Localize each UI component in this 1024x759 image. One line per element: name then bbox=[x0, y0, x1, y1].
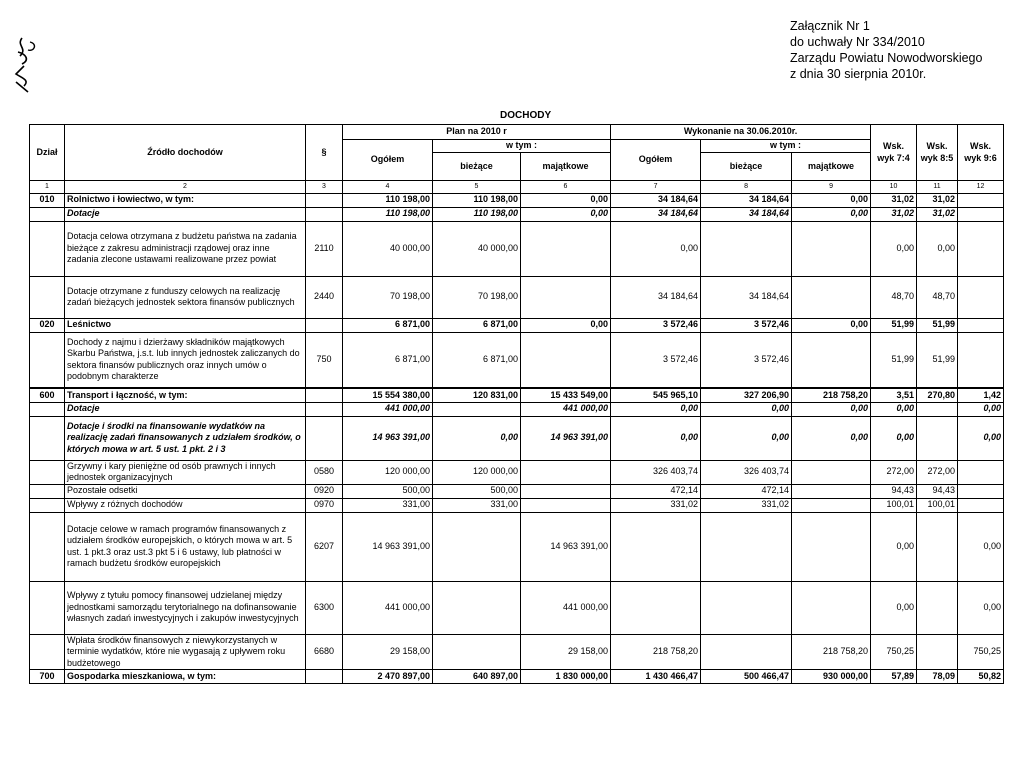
cell-dzial bbox=[30, 498, 65, 512]
cell-dzial bbox=[30, 416, 65, 460]
handwritten-signature bbox=[10, 34, 50, 94]
cell-ratio-7-4: 750,25 bbox=[871, 634, 917, 670]
cell-paragraph bbox=[306, 416, 343, 460]
cell-exec-capital bbox=[792, 460, 871, 484]
table-row bbox=[30, 512, 1004, 581]
table-row bbox=[30, 634, 1004, 670]
cell-exec-current: 327 206,90 bbox=[701, 388, 792, 402]
cell-dzial bbox=[30, 221, 65, 276]
cell-paragraph: 2110 bbox=[306, 221, 343, 276]
header-zrodlo: Źródło dochodów bbox=[65, 125, 306, 181]
cell-paragraph: 6300 bbox=[306, 581, 343, 634]
column-number: 11 bbox=[917, 181, 958, 194]
cell-plan-current bbox=[433, 634, 521, 670]
column-number: 4 bbox=[343, 181, 433, 194]
cell-paragraph bbox=[306, 388, 343, 402]
cell-ratio-9-6 bbox=[958, 318, 1004, 332]
cell-plan-capital: 441 000,00 bbox=[521, 581, 611, 634]
cell-ratio-7-4: 272,00 bbox=[871, 460, 917, 484]
cell-plan-total: 331,00 bbox=[343, 498, 433, 512]
header-wyk-biezace: bieżące bbox=[701, 153, 792, 181]
cell-exec-capital bbox=[792, 221, 871, 276]
table-row bbox=[30, 221, 1004, 276]
cell-exec-capital: 218 758,20 bbox=[792, 634, 871, 670]
cell-plan-current: 120 831,00 bbox=[433, 388, 521, 402]
cell-exec-total: 34 184,64 bbox=[611, 193, 701, 207]
cell-exec-total bbox=[611, 581, 701, 634]
cell-exec-capital: 0,00 bbox=[792, 207, 871, 221]
cell-plan-capital bbox=[521, 498, 611, 512]
cell-exec-capital bbox=[792, 484, 871, 498]
cell-exec-total: 472,14 bbox=[611, 484, 701, 498]
column-number: 3 bbox=[306, 181, 343, 194]
cell-plan-total: 29 158,00 bbox=[343, 634, 433, 670]
cell-plan-total: 14 963 391,00 bbox=[343, 512, 433, 581]
cell-plan-current: 120 000,00 bbox=[433, 460, 521, 484]
header-plan-majatkowe: majątkowe bbox=[521, 153, 611, 181]
cell-exec-current bbox=[701, 634, 792, 670]
cell-plan-capital: 29 158,00 bbox=[521, 634, 611, 670]
cell-ratio-7-4: 0,00 bbox=[871, 581, 917, 634]
cell-ratio-9-6: 1,42 bbox=[958, 388, 1004, 402]
header-wsk-3: Wsk. wyk 9:6 bbox=[958, 125, 1004, 181]
cell-source: Dotacje celowe w ramach programów finansowanych z udziałem środków europejskich, o których mowa w art. 5 ust. 1 pkt.3 oraz ust.3 pkt 5 i 6 ustawy, lub płatności w ramach budżetu środków europejskich bbox=[65, 512, 306, 581]
header-wykonanie: Wykonanie na 30.06.2010r. bbox=[611, 125, 871, 140]
cell-source: Gospodarka mieszkaniowa, w tym: bbox=[65, 670, 306, 684]
header-line-4: z dnia 30 sierpnia 2010r. bbox=[790, 67, 927, 81]
cell-exec-total: 3 572,46 bbox=[611, 332, 701, 388]
column-number: 10 bbox=[871, 181, 917, 194]
cell-ratio-9-6 bbox=[958, 276, 1004, 318]
header-wyk-majatkowe: majątkowe bbox=[792, 153, 871, 181]
cell-exec-current: 331,02 bbox=[701, 498, 792, 512]
cell-exec-total bbox=[611, 512, 701, 581]
cell-ratio-9-6 bbox=[958, 207, 1004, 221]
cell-dzial bbox=[30, 276, 65, 318]
cell-exec-capital bbox=[792, 498, 871, 512]
cell-ratio-8-5: 51,99 bbox=[917, 332, 958, 388]
cell-exec-total: 218 758,20 bbox=[611, 634, 701, 670]
cell-exec-current: 0,00 bbox=[701, 416, 792, 460]
cell-paragraph: 0580 bbox=[306, 460, 343, 484]
header-plan-biezace: bieżące bbox=[433, 153, 521, 181]
cell-paragraph: 2440 bbox=[306, 276, 343, 318]
cell-exec-current: 3 572,46 bbox=[701, 318, 792, 332]
cell-exec-current: 0,00 bbox=[701, 402, 792, 416]
cell-ratio-8-5 bbox=[917, 634, 958, 670]
cell-ratio-7-4: 48,70 bbox=[871, 276, 917, 318]
header-plan-w-tym: w tym : bbox=[433, 140, 611, 153]
cell-ratio-9-6: 0,00 bbox=[958, 402, 1004, 416]
cell-exec-total: 3 572,46 bbox=[611, 318, 701, 332]
column-number: 9 bbox=[792, 181, 871, 194]
cell-ratio-9-6 bbox=[958, 498, 1004, 512]
table-row bbox=[30, 498, 1004, 512]
cell-plan-capital: 15 433 549,00 bbox=[521, 388, 611, 402]
table-row bbox=[30, 581, 1004, 634]
cell-exec-capital: 0,00 bbox=[792, 193, 871, 207]
column-number: 5 bbox=[433, 181, 521, 194]
cell-plan-capital: 1 830 000,00 bbox=[521, 670, 611, 684]
cell-exec-capital bbox=[792, 512, 871, 581]
cell-exec-total: 0,00 bbox=[611, 402, 701, 416]
cell-plan-capital: 0,00 bbox=[521, 193, 611, 207]
cell-ratio-8-5: 100,01 bbox=[917, 498, 958, 512]
cell-source: Dotacje i środki na finansowanie wydatków na realizację zadań finansowanych z udziałem środków, o których mowa w art. 5 ust. 1 pkt. 2 i 3 bbox=[65, 416, 306, 460]
cell-ratio-9-6 bbox=[958, 193, 1004, 207]
cell-ratio-7-4: 51,99 bbox=[871, 318, 917, 332]
cell-paragraph bbox=[306, 193, 343, 207]
cell-dzial bbox=[30, 207, 65, 221]
table-row bbox=[30, 193, 1004, 207]
cell-dzial bbox=[30, 581, 65, 634]
cell-plan-total: 441 000,00 bbox=[343, 581, 433, 634]
cell-plan-total: 110 198,00 bbox=[343, 207, 433, 221]
cell-plan-current: 110 198,00 bbox=[433, 207, 521, 221]
column-number: 1 bbox=[30, 181, 65, 194]
cell-plan-total: 110 198,00 bbox=[343, 193, 433, 207]
cell-exec-capital: 930 000,00 bbox=[792, 670, 871, 684]
cell-ratio-8-5 bbox=[917, 402, 958, 416]
cell-exec-total: 545 965,10 bbox=[611, 388, 701, 402]
cell-source: Dotacje otrzymane z funduszy celowych na realizację zadań bieżących jednostek sektora finansów publicznych bbox=[65, 276, 306, 318]
table-row bbox=[30, 484, 1004, 498]
cell-ratio-7-4: 31,02 bbox=[871, 207, 917, 221]
cell-ratio-8-5: 31,02 bbox=[917, 193, 958, 207]
cell-plan-total: 6 871,00 bbox=[343, 332, 433, 388]
cell-dzial bbox=[30, 512, 65, 581]
header-dzial: Dział bbox=[30, 125, 65, 181]
cell-plan-capital bbox=[521, 276, 611, 318]
cell-plan-current: 70 198,00 bbox=[433, 276, 521, 318]
attachment-header bbox=[790, 18, 982, 82]
cell-plan-current: 331,00 bbox=[433, 498, 521, 512]
cell-plan-current: 6 871,00 bbox=[433, 318, 521, 332]
cell-source: Wpłata środków finansowych z niewykorzystanych w terminie wydatków, które nie wygasają z upływem roku budżetowego bbox=[65, 634, 306, 670]
cell-plan-capital: 441 000,00 bbox=[521, 402, 611, 416]
cell-ratio-9-6: 750,25 bbox=[958, 634, 1004, 670]
cell-paragraph: 6207 bbox=[306, 512, 343, 581]
cell-exec-current: 34 184,64 bbox=[701, 207, 792, 221]
column-number: 6 bbox=[521, 181, 611, 194]
cell-plan-total: 441 000,00 bbox=[343, 402, 433, 416]
table-row bbox=[30, 402, 1004, 416]
cell-plan-capital: 0,00 bbox=[521, 207, 611, 221]
cell-paragraph bbox=[306, 402, 343, 416]
table-row bbox=[30, 318, 1004, 332]
cell-ratio-8-5: 270,80 bbox=[917, 388, 958, 402]
cell-exec-current: 500 466,47 bbox=[701, 670, 792, 684]
cell-source: Pozostałe odsetki bbox=[65, 484, 306, 498]
cell-source: Dochody z najmu i dzierżawy składników majątkowych Skarbu Państwa, j.s.t. lub innych jednostek zaliczanych do sektora finansów publicznych oraz innych umów o podobnym charakterze bbox=[65, 332, 306, 388]
cell-ratio-9-6 bbox=[958, 221, 1004, 276]
header-plan-ogolem: Ogółem bbox=[343, 140, 433, 181]
header-plan: Plan na 2010 r bbox=[343, 125, 611, 140]
cell-exec-total: 0,00 bbox=[611, 416, 701, 460]
cell-plan-capital: 14 963 391,00 bbox=[521, 512, 611, 581]
cell-plan-capital bbox=[521, 332, 611, 388]
cell-dzial bbox=[30, 460, 65, 484]
cell-plan-current: 6 871,00 bbox=[433, 332, 521, 388]
cell-exec-capital: 0,00 bbox=[792, 402, 871, 416]
cell-ratio-9-6: 0,00 bbox=[958, 512, 1004, 581]
header-line-3: Zarządu Powiatu Nowodworskiego bbox=[790, 51, 983, 65]
header-paragraf: § bbox=[306, 125, 343, 181]
column-number: 8 bbox=[701, 181, 792, 194]
table-row bbox=[30, 332, 1004, 388]
cell-ratio-8-5: 0,00 bbox=[917, 221, 958, 276]
cell-plan-current bbox=[433, 402, 521, 416]
cell-exec-total: 34 184,64 bbox=[611, 207, 701, 221]
cell-exec-capital: 218 758,20 bbox=[792, 388, 871, 402]
cell-ratio-7-4: 57,89 bbox=[871, 670, 917, 684]
cell-ratio-9-6 bbox=[958, 332, 1004, 388]
cell-ratio-8-5 bbox=[917, 581, 958, 634]
cell-ratio-8-5: 51,99 bbox=[917, 318, 958, 332]
cell-ratio-8-5: 78,09 bbox=[917, 670, 958, 684]
cell-paragraph: 6680 bbox=[306, 634, 343, 670]
cell-plan-capital: 14 963 391,00 bbox=[521, 416, 611, 460]
cell-dzial bbox=[30, 332, 65, 388]
cell-exec-current bbox=[701, 512, 792, 581]
cell-ratio-8-5 bbox=[917, 416, 958, 460]
cell-ratio-7-4: 51,99 bbox=[871, 332, 917, 388]
cell-ratio-9-6: 50,82 bbox=[958, 670, 1004, 684]
cell-exec-capital: 0,00 bbox=[792, 318, 871, 332]
cell-paragraph bbox=[306, 207, 343, 221]
cell-ratio-9-6: 0,00 bbox=[958, 581, 1004, 634]
cell-source: Transport i łączność, w tym: bbox=[65, 388, 306, 402]
cell-source: Wpływy z tytułu pomocy finansowej udzielanej między jednostkami samorządu terytorialnego na dofinansowanie własnych zadań inwestycyjnych i zakupów inwestycyjnych bbox=[65, 581, 306, 634]
table-title: DOCHODY bbox=[500, 110, 552, 121]
cell-ratio-7-4: 31,02 bbox=[871, 193, 917, 207]
cell-plan-capital bbox=[521, 460, 611, 484]
cell-ratio-7-4: 3,51 bbox=[871, 388, 917, 402]
table-row bbox=[30, 460, 1004, 484]
cell-plan-total: 40 000,00 bbox=[343, 221, 433, 276]
cell-ratio-9-6: 0,00 bbox=[958, 416, 1004, 460]
cell-source: Leśnictwo bbox=[65, 318, 306, 332]
cell-exec-current: 3 572,46 bbox=[701, 332, 792, 388]
cell-exec-capital: 0,00 bbox=[792, 416, 871, 460]
header-wyk-ogolem: Ogółem bbox=[611, 140, 701, 181]
cell-plan-current: 640 897,00 bbox=[433, 670, 521, 684]
cell-exec-total: 34 184,64 bbox=[611, 276, 701, 318]
table-row bbox=[30, 388, 1004, 402]
cell-source: Dotacja celowa otrzymana z budżetu państwa na zadania bieżące z zakresu administracji rządowej oraz inne zadania zlecone ustawami realizowane przez powiat bbox=[65, 221, 306, 276]
cell-plan-current: 40 000,00 bbox=[433, 221, 521, 276]
cell-plan-current bbox=[433, 512, 521, 581]
table-row bbox=[30, 416, 1004, 460]
cell-ratio-8-5: 94,43 bbox=[917, 484, 958, 498]
header-wsk-1: Wsk. wyk 7:4 bbox=[871, 125, 917, 181]
cell-exec-current: 34 184,64 bbox=[701, 276, 792, 318]
cell-ratio-8-5: 48,70 bbox=[917, 276, 958, 318]
table-row bbox=[30, 670, 1004, 684]
cell-ratio-9-6 bbox=[958, 484, 1004, 498]
cell-paragraph bbox=[306, 670, 343, 684]
cell-exec-total: 331,02 bbox=[611, 498, 701, 512]
cell-dzial bbox=[30, 634, 65, 670]
cell-paragraph: 0970 bbox=[306, 498, 343, 512]
cell-exec-capital bbox=[792, 276, 871, 318]
header-line-2: do uchwały Nr 334/2010 bbox=[790, 35, 925, 49]
cell-plan-capital bbox=[521, 484, 611, 498]
cell-ratio-7-4: 100,01 bbox=[871, 498, 917, 512]
cell-source: Rolnictwo i łowiectwo, w tym: bbox=[65, 193, 306, 207]
cell-ratio-7-4: 0,00 bbox=[871, 221, 917, 276]
cell-exec-total: 0,00 bbox=[611, 221, 701, 276]
header-wsk-2: Wsk. wyk 8:5 bbox=[917, 125, 958, 181]
cell-ratio-7-4: 0,00 bbox=[871, 402, 917, 416]
cell-plan-current bbox=[433, 581, 521, 634]
column-number: 2 bbox=[65, 181, 306, 194]
cell-exec-current bbox=[701, 581, 792, 634]
cell-exec-current: 472,14 bbox=[701, 484, 792, 498]
cell-plan-total: 500,00 bbox=[343, 484, 433, 498]
cell-paragraph: 0920 bbox=[306, 484, 343, 498]
cell-plan-current: 500,00 bbox=[433, 484, 521, 498]
header-wyk-w-tym: w tym : bbox=[701, 140, 871, 153]
cell-plan-capital: 0,00 bbox=[521, 318, 611, 332]
cell-exec-total: 1 430 466,47 bbox=[611, 670, 701, 684]
cell-ratio-8-5: 31,02 bbox=[917, 207, 958, 221]
cell-exec-capital bbox=[792, 332, 871, 388]
cell-ratio-8-5: 272,00 bbox=[917, 460, 958, 484]
cell-plan-current: 0,00 bbox=[433, 416, 521, 460]
cell-exec-current bbox=[701, 221, 792, 276]
cell-exec-current: 326 403,74 bbox=[701, 460, 792, 484]
cell-plan-total: 70 198,00 bbox=[343, 276, 433, 318]
cell-dzial: 010 bbox=[30, 193, 65, 207]
cell-exec-total: 326 403,74 bbox=[611, 460, 701, 484]
cell-ratio-9-6 bbox=[958, 460, 1004, 484]
cell-dzial: 020 bbox=[30, 318, 65, 332]
table-row bbox=[30, 207, 1004, 221]
cell-ratio-7-4: 94,43 bbox=[871, 484, 917, 498]
cell-plan-total: 14 963 391,00 bbox=[343, 416, 433, 460]
cell-ratio-7-4: 0,00 bbox=[871, 416, 917, 460]
cell-dzial: 600 bbox=[30, 388, 65, 402]
cell-plan-current: 110 198,00 bbox=[433, 193, 521, 207]
header-line-1: Załącznik Nr 1 bbox=[790, 19, 870, 33]
cell-paragraph: 750 bbox=[306, 332, 343, 388]
cell-plan-total: 6 871,00 bbox=[343, 318, 433, 332]
cell-source: Wpływy z różnych dochodów bbox=[65, 498, 306, 512]
cell-ratio-8-5 bbox=[917, 512, 958, 581]
cell-source: Dotacje bbox=[65, 402, 306, 416]
cell-dzial: 700 bbox=[30, 670, 65, 684]
cell-exec-capital bbox=[792, 581, 871, 634]
cell-paragraph bbox=[306, 318, 343, 332]
column-number: 12 bbox=[958, 181, 1004, 194]
cell-exec-current: 34 184,64 bbox=[701, 193, 792, 207]
cell-plan-total: 15 554 380,00 bbox=[343, 388, 433, 402]
cell-source: Dotacje bbox=[65, 207, 306, 221]
cell-dzial bbox=[30, 402, 65, 416]
cell-dzial bbox=[30, 484, 65, 498]
cell-plan-total: 120 000,00 bbox=[343, 460, 433, 484]
table-row bbox=[30, 276, 1004, 318]
column-number: 7 bbox=[611, 181, 701, 194]
cell-plan-total: 2 470 897,00 bbox=[343, 670, 433, 684]
cell-source: Grzywny i kary pieniężne od osób prawnych i innych jednostek organizacyjnych bbox=[65, 460, 306, 484]
income-table bbox=[29, 124, 1004, 684]
cell-plan-capital bbox=[521, 221, 611, 276]
cell-ratio-7-4: 0,00 bbox=[871, 512, 917, 581]
